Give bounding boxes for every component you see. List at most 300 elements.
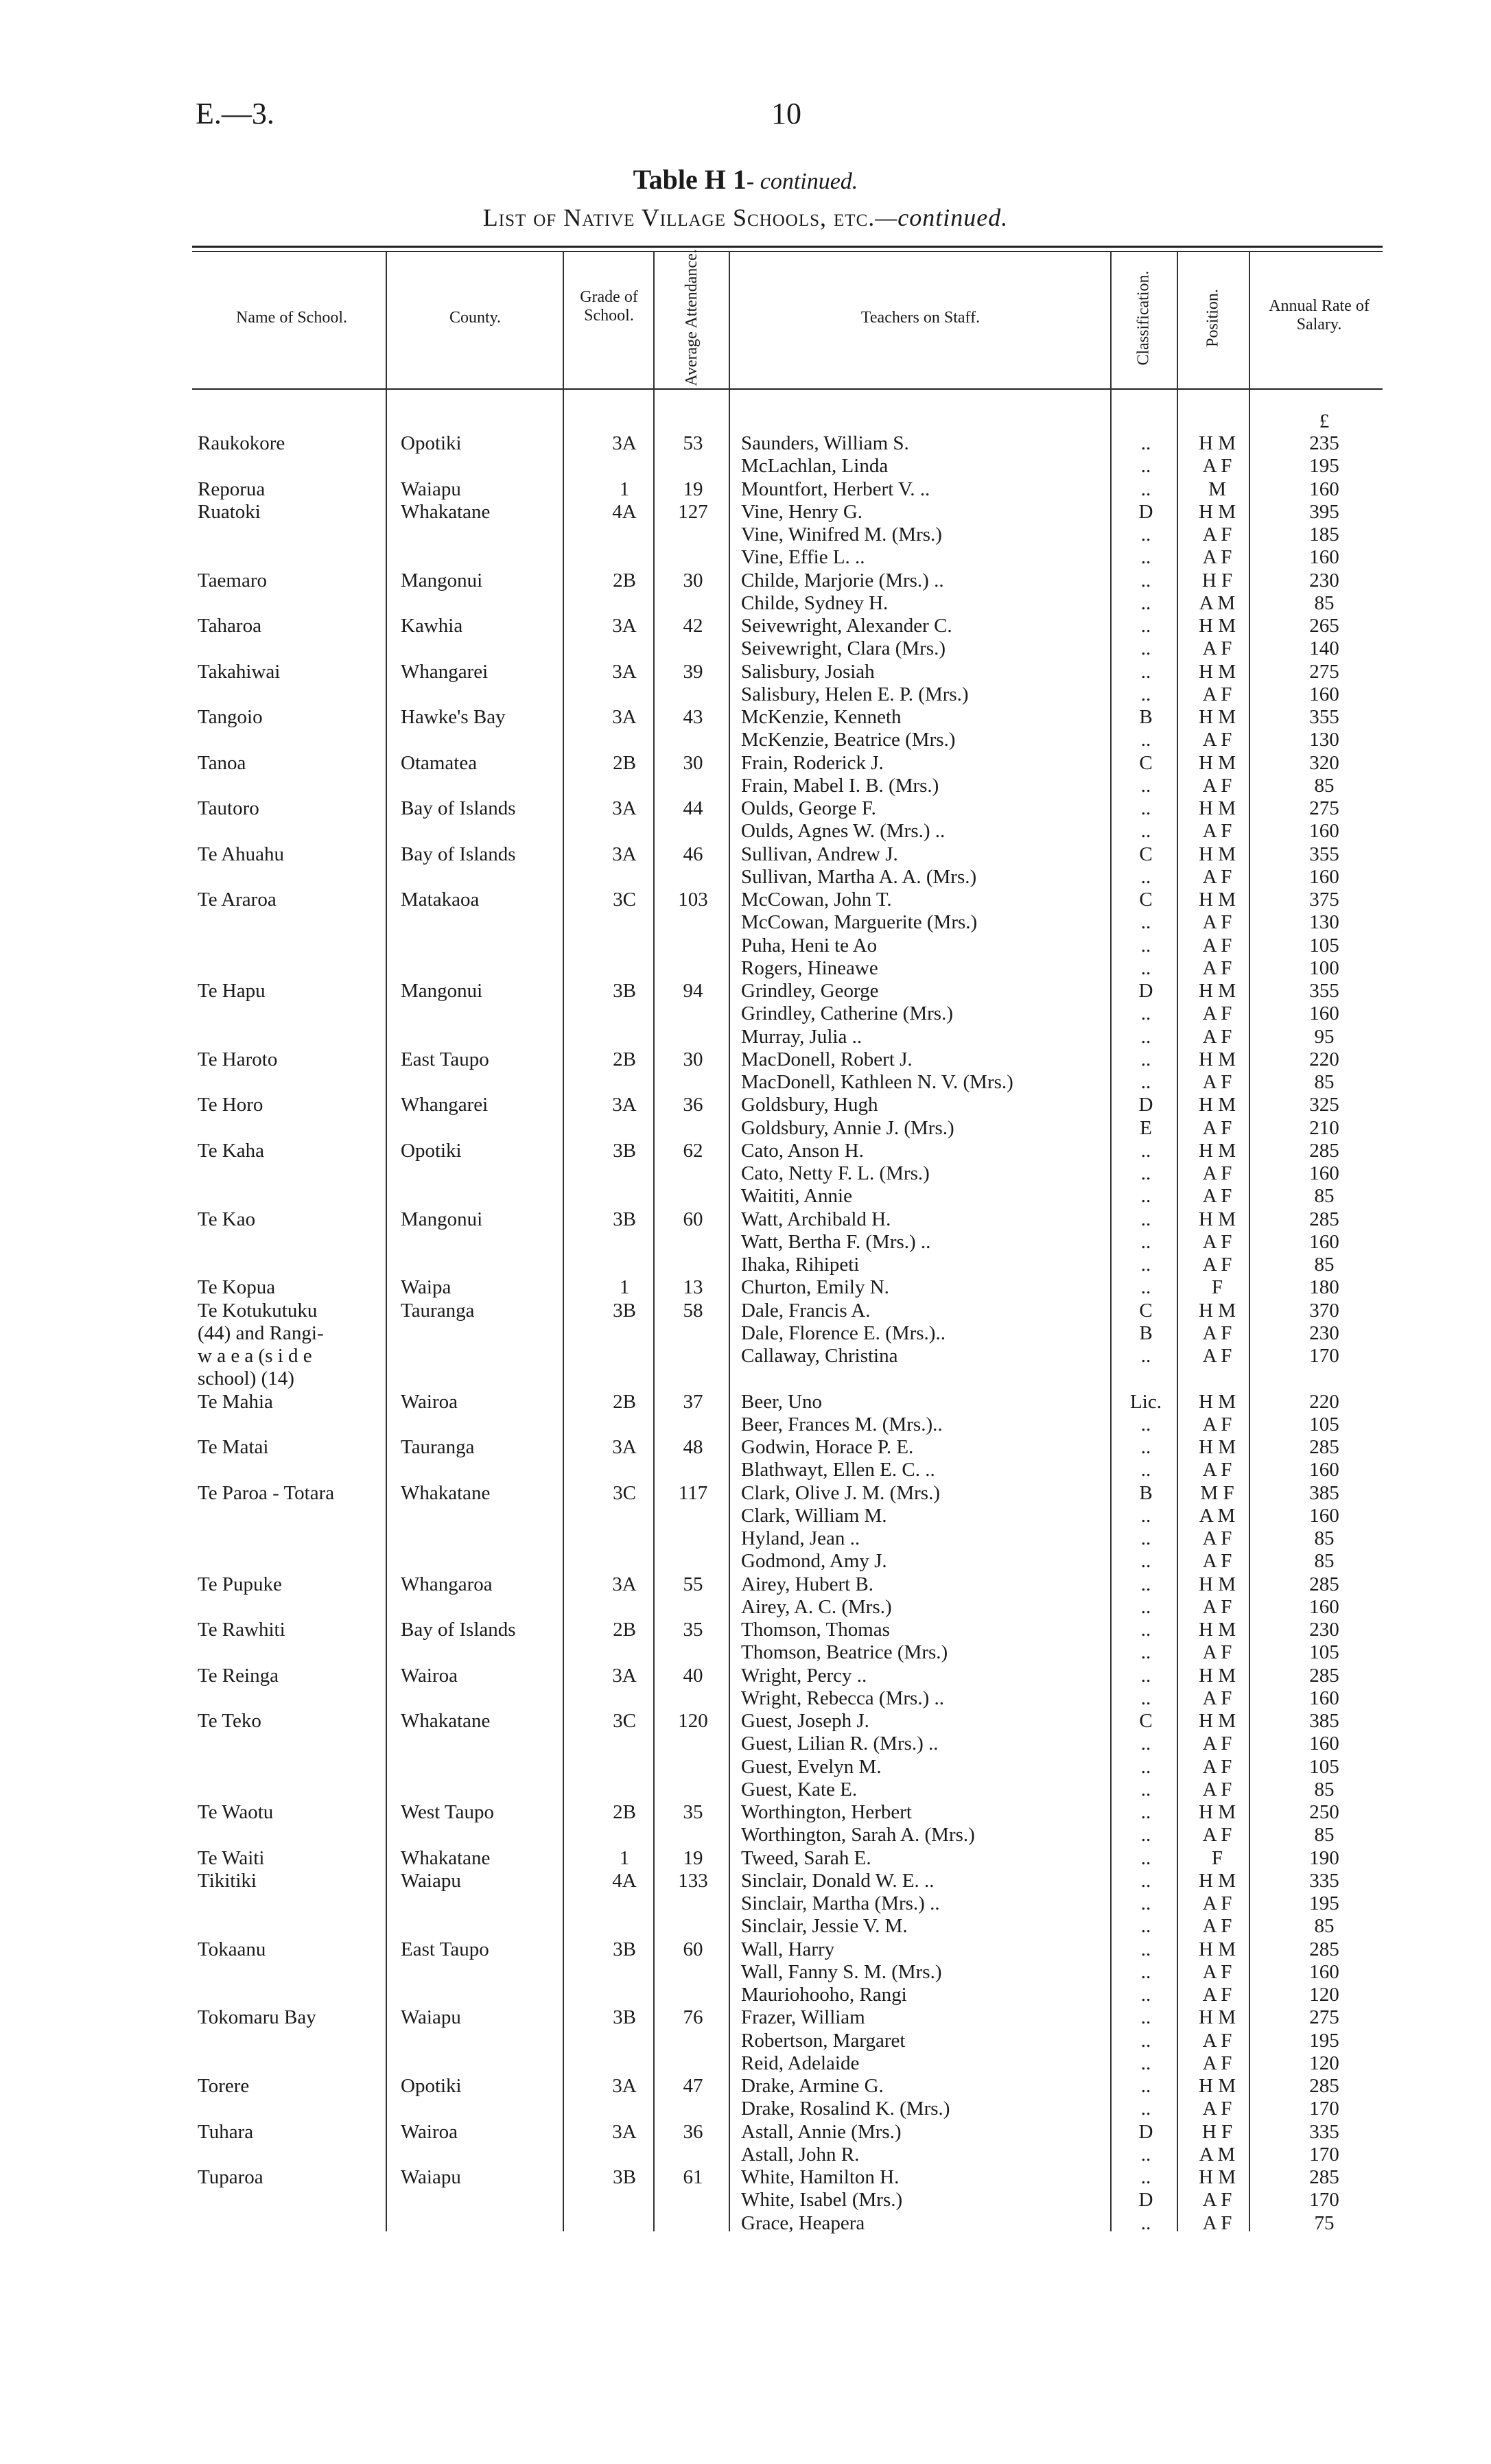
classification: D xyxy=(1138,1094,1153,1116)
teacher-name: Robertson, Margaret xyxy=(741,2029,906,2052)
classification: .. xyxy=(1140,820,1151,843)
position: A F xyxy=(1202,1595,1232,1618)
teacher-name: McCowan, John T. xyxy=(741,889,892,911)
position: A F xyxy=(1202,1345,1232,1367)
average-attendance: 117 xyxy=(678,1481,708,1504)
teacher-name: Guest, Joseph J. xyxy=(741,1710,869,1732)
county: Whangarei xyxy=(401,1094,489,1116)
grade-of-school: 3B xyxy=(613,1208,636,1230)
county: Waiapu xyxy=(401,2006,461,2029)
grade-of-school: 2B xyxy=(613,1048,636,1070)
annual-salary: 160 xyxy=(1309,1162,1339,1184)
position: H M xyxy=(1199,1208,1236,1230)
position: A F xyxy=(1202,1960,1232,1983)
position: H M xyxy=(1199,1436,1236,1458)
annual-salary: 160 xyxy=(1309,1733,1339,1755)
classification: .. xyxy=(1140,1071,1151,1093)
annual-salary: 120 xyxy=(1309,1984,1339,2006)
teacher-name: Goldsbury, Annie J. (Mrs.) xyxy=(741,1116,954,1139)
teacher-name: Callaway, Christina xyxy=(741,1345,898,1367)
annual-salary: 130 xyxy=(1309,729,1339,751)
school-name: Te Haroto xyxy=(198,1048,278,1070)
classification: .. xyxy=(1140,1984,1151,2006)
annual-salary: 190 xyxy=(1309,1846,1339,1869)
position: A F xyxy=(1202,1413,1232,1435)
position: H F xyxy=(1201,2120,1233,2143)
teacher-name: Airey, Hubert B. xyxy=(741,1573,874,1595)
classification: .. xyxy=(1140,729,1151,751)
school-name: Te Rawhiti xyxy=(198,1619,285,1641)
county: Matakaoa xyxy=(401,889,480,911)
teacher-name: Oulds, Agnes W. (Mrs.) .. xyxy=(741,820,946,843)
classification: .. xyxy=(1140,1733,1151,1755)
grade-of-school: 3B xyxy=(613,1139,636,1162)
teacher-name: Wall, Fanny S. M. (Mrs.) xyxy=(741,1960,942,1983)
position: H M xyxy=(1199,615,1236,637)
county: East Taupo xyxy=(401,1048,489,1070)
classification: .. xyxy=(1140,1778,1151,1800)
teacher-name: Dale, Florence E. (Mrs.).. xyxy=(741,1322,946,1344)
average-attendance: 127 xyxy=(678,500,708,523)
position: H M xyxy=(1199,1869,1236,1892)
county: West Taupo xyxy=(401,1801,495,1823)
teacher-name: Vine, Henry G. xyxy=(741,500,863,523)
teacher-name: Blathwayt, Ellen E. C. .. xyxy=(741,1459,935,1481)
classification: .. xyxy=(1140,1276,1151,1299)
annual-salary: 195 xyxy=(1309,2029,1339,2052)
teacher-name: Salisbury, Josiah xyxy=(741,660,875,683)
school-name: Te Kaha xyxy=(198,1139,264,1162)
annual-salary: 185 xyxy=(1309,524,1339,545)
teacher-name: White, Isabel (Mrs.) xyxy=(741,2189,903,2211)
teacher-name: Watt, Archibald H. xyxy=(741,1208,891,1230)
annual-salary: 85 xyxy=(1314,1527,1335,1549)
annual-salary: 180 xyxy=(1309,1276,1339,1299)
annual-salary: 160 xyxy=(1309,1595,1339,1618)
teacher-name: Reid, Adelaide xyxy=(741,2052,860,2074)
annual-salary: 210 xyxy=(1309,1116,1339,1139)
position: A F xyxy=(1202,1641,1232,1664)
county: Whangarei xyxy=(401,660,489,683)
position: H M xyxy=(1199,797,1236,819)
teacher-name: Vine, Winifred M. (Mrs.) xyxy=(741,524,942,545)
header-name-of-school: Name of School. xyxy=(236,309,347,327)
average-attendance: 62 xyxy=(683,1139,703,1162)
position: M xyxy=(1208,478,1226,500)
grade-of-school: 3A xyxy=(612,843,637,865)
county: Hawke's Bay xyxy=(401,706,506,728)
annual-salary: 230 xyxy=(1309,569,1339,591)
annual-salary: 220 xyxy=(1309,1390,1339,1413)
position: A F xyxy=(1202,1322,1232,1344)
school-name: Tuparoa xyxy=(198,2166,263,2188)
annual-salary: 160 xyxy=(1309,1960,1339,1983)
classification: .. xyxy=(1140,1938,1151,1960)
school-name: Tangoio xyxy=(198,706,263,728)
classification: .. xyxy=(1140,934,1151,957)
grade-of-school: 2B xyxy=(613,1619,636,1641)
position: A F xyxy=(1202,1824,1232,1846)
header-position: Position. xyxy=(1204,289,1222,347)
classification: .. xyxy=(1140,1869,1151,1892)
teacher-name: Frain, Mabel I. B. (Mrs.) xyxy=(741,774,939,797)
school-name: school) (14) xyxy=(198,1368,294,1390)
classification: .. xyxy=(1140,1002,1151,1025)
annual-salary: 285 xyxy=(1309,1139,1339,1162)
school-name: Tautoro xyxy=(198,797,259,819)
average-attendance: 13 xyxy=(683,1276,703,1299)
annual-salary: 285 xyxy=(1309,1664,1339,1687)
teacher-name: Wright, Rebecca (Mrs.) .. xyxy=(741,1687,944,1709)
teacher-name: Puha, Heni te Ao xyxy=(741,934,878,957)
position: H M xyxy=(1199,1664,1236,1687)
average-attendance: 30 xyxy=(683,1048,703,1070)
annual-salary: 160 xyxy=(1309,1687,1339,1709)
school-name: Tikitiki xyxy=(198,1869,257,1892)
school-name: Te Kopua xyxy=(198,1276,276,1299)
annual-salary: 230 xyxy=(1309,1619,1339,1641)
average-attendance: 35 xyxy=(683,1619,703,1641)
position: A F xyxy=(1202,524,1232,545)
annual-salary: 170 xyxy=(1309,2143,1339,2166)
teacher-name: Grindley, George xyxy=(741,980,879,1002)
annual-salary: 275 xyxy=(1309,797,1339,819)
county: Whakatane xyxy=(401,1710,491,1732)
annual-salary: 285 xyxy=(1309,1573,1339,1595)
annual-salary: 130 xyxy=(1309,911,1339,934)
school-name: Taemaro xyxy=(198,569,268,591)
position: A F xyxy=(1202,1755,1232,1778)
teacher-name: Grace, Heapera xyxy=(741,2211,865,2234)
school-name: Te Ahuahu xyxy=(198,843,285,865)
grade-of-school: 2B xyxy=(613,1390,636,1413)
annual-salary: 160 xyxy=(1309,683,1339,705)
teacher-name: Ihaka, Rihipeti xyxy=(741,1254,860,1276)
grade-of-school: 3A xyxy=(612,797,637,819)
classification: D xyxy=(1138,2189,1153,2211)
average-attendance: 42 xyxy=(683,615,703,637)
teacher-name: Goldsbury, Hugh xyxy=(741,1094,878,1116)
teacher-name: Sinclair, Martha (Mrs.) .. xyxy=(741,1892,940,1914)
classification: .. xyxy=(1140,1436,1151,1458)
classification: .. xyxy=(1140,2166,1151,2188)
classification: .. xyxy=(1140,1687,1151,1709)
school-name: Ruatoki xyxy=(198,500,261,523)
position: H M xyxy=(1199,1938,1236,1960)
grade-of-school: 3C xyxy=(613,889,636,911)
position: F xyxy=(1211,1276,1223,1299)
school-name: Te Teko xyxy=(198,1710,261,1732)
school-name: Taharoa xyxy=(198,615,261,637)
classification: .. xyxy=(1140,1641,1151,1664)
annual-salary: 195 xyxy=(1309,1892,1339,1914)
classification: .. xyxy=(1140,683,1151,705)
position: F xyxy=(1211,1846,1223,1869)
county: Kawhia xyxy=(401,615,463,637)
position: H M xyxy=(1199,889,1236,911)
position: A F xyxy=(1202,774,1232,797)
teacher-name: Churton, Emily N. xyxy=(741,1276,889,1299)
classification: C xyxy=(1139,751,1153,774)
county: Waiapu xyxy=(401,478,461,500)
county: Mangonui xyxy=(401,1208,483,1230)
header-county: County. xyxy=(449,309,502,327)
teacher-name: Thomson, Beatrice (Mrs.) xyxy=(741,1641,948,1664)
county: Whakatane xyxy=(401,500,491,523)
classification: E xyxy=(1140,1116,1152,1139)
grade-of-school: 3C xyxy=(613,1710,636,1732)
teacher-name: Worthington, Herbert xyxy=(741,1801,912,1823)
teacher-name: Guest, Evelyn M. xyxy=(741,1755,882,1778)
annual-salary: 335 xyxy=(1309,2120,1339,2143)
position: H M xyxy=(1199,706,1236,728)
position: A F xyxy=(1202,1025,1232,1048)
classification: .. xyxy=(1140,1619,1151,1641)
teacher-name: Airey, A. C. (Mrs.) xyxy=(741,1595,892,1618)
average-attendance: 60 xyxy=(683,1208,703,1230)
county: Waiapu xyxy=(401,2166,461,2188)
annual-salary: 85 xyxy=(1314,1254,1335,1276)
average-attendance: 30 xyxy=(683,751,703,774)
annual-salary: 170 xyxy=(1309,2098,1339,2120)
teacher-name: Clark, Olive J. M. (Mrs.) xyxy=(741,1481,940,1504)
classification: D xyxy=(1138,980,1153,1002)
header-left: E.—3. xyxy=(196,97,274,130)
position: H M xyxy=(1199,2166,1236,2188)
annual-salary: 160 xyxy=(1309,1002,1339,1025)
position: A F xyxy=(1202,1687,1232,1709)
annual-salary: 265 xyxy=(1309,615,1339,637)
grade-of-school: 1 xyxy=(619,1276,630,1299)
annual-salary: 95 xyxy=(1314,1025,1335,1048)
header-annual-rate-of-salary: Annual Rate of Salary. xyxy=(1269,297,1370,333)
school-name: Te Araroa xyxy=(198,889,277,911)
classification: .. xyxy=(1140,1801,1151,1823)
classification: .. xyxy=(1140,1915,1151,1938)
grade-of-school: 3A xyxy=(612,1664,637,1687)
teacher-name: Astall, John R. xyxy=(741,2143,860,2166)
annual-salary: 285 xyxy=(1309,1436,1339,1458)
teacher-name: Dale, Francis A. xyxy=(741,1299,871,1322)
classification: C xyxy=(1139,1299,1153,1322)
classification: .. xyxy=(1140,1504,1151,1527)
teacher-name: Frazer, William xyxy=(741,2006,865,2029)
teacher-name: White, Hamilton H. xyxy=(741,2166,900,2188)
school-name: Takahiwai xyxy=(198,660,281,683)
annual-salary: 105 xyxy=(1309,1755,1339,1778)
position: A F xyxy=(1202,1002,1232,1025)
teacher-name: Salisbury, Helen E. P. (Mrs.) xyxy=(741,683,969,705)
position: H M xyxy=(1199,1139,1236,1162)
position: A F xyxy=(1202,2098,1232,2120)
grade-of-school: 3A xyxy=(612,660,637,683)
annual-salary: 85 xyxy=(1314,1550,1335,1573)
position: A F xyxy=(1202,1116,1232,1139)
classification: .. xyxy=(1140,2211,1151,2234)
teacher-name: Oulds, George F. xyxy=(741,797,876,819)
position: H M xyxy=(1199,2075,1236,2097)
school-name: Tanoa xyxy=(198,751,246,774)
annual-salary: 235 xyxy=(1309,432,1339,454)
currency-symbol: £ xyxy=(1319,410,1330,432)
classification: .. xyxy=(1140,660,1151,683)
position: A F xyxy=(1202,1984,1232,2006)
average-attendance: 39 xyxy=(683,660,703,683)
average-attendance: 36 xyxy=(683,2120,703,2143)
position: A F xyxy=(1202,865,1232,888)
classification: .. xyxy=(1140,911,1151,934)
header-classification: Classification. xyxy=(1134,270,1153,366)
annual-salary: 140 xyxy=(1309,637,1339,660)
teacher-name: Beer, Frances M. (Mrs.).. xyxy=(741,1413,943,1435)
classification: .. xyxy=(1140,2029,1151,2052)
teacher-name: Wright, Percy .. xyxy=(741,1664,867,1687)
position: A F xyxy=(1202,911,1232,934)
annual-salary: 285 xyxy=(1309,2166,1339,2188)
annual-salary: 220 xyxy=(1309,1048,1339,1070)
school-name: Te Kotukutuku xyxy=(198,1299,318,1322)
classification: .. xyxy=(1140,2075,1151,2097)
county: Wairoa xyxy=(401,1390,458,1413)
grade-of-school: 3A xyxy=(612,2075,637,2097)
grade-of-school: 3A xyxy=(612,706,637,728)
average-attendance: 103 xyxy=(678,889,708,911)
header-grade: Grade of School. xyxy=(580,288,638,325)
annual-salary: 320 xyxy=(1309,751,1339,774)
average-attendance: 58 xyxy=(683,1299,703,1322)
teacher-name: Mauriohooho, Rangi xyxy=(741,1984,907,2006)
teacher-name: Childe, Marjorie (Mrs.) .. xyxy=(741,569,944,591)
position: H F xyxy=(1201,569,1233,591)
table-subtitle-main: List of Native Village Schools, etc. xyxy=(482,204,876,231)
annual-salary: 85 xyxy=(1314,1071,1335,1093)
teacher-name: Watt, Bertha F. (Mrs.) .. xyxy=(741,1230,931,1253)
classification: .. xyxy=(1140,637,1151,660)
average-attendance: 60 xyxy=(683,1938,703,1960)
annual-salary: 275 xyxy=(1309,660,1339,683)
position: H M xyxy=(1199,980,1236,1002)
annual-salary: 385 xyxy=(1309,1710,1339,1732)
teacher-name: Rogers, Hineawe xyxy=(741,957,878,979)
classification: .. xyxy=(1140,1413,1151,1435)
position: A F xyxy=(1202,1550,1232,1573)
teacher-name: Sinclair, Donald W. E. .. xyxy=(741,1869,935,1892)
annual-salary: 170 xyxy=(1309,2189,1339,2211)
teacher-name: Vine, Effie L. .. xyxy=(741,546,865,569)
teacher-name: Guest, Lilian R. (Mrs.) .. xyxy=(741,1733,939,1755)
teacher-name: Cato, Anson H. xyxy=(741,1139,864,1162)
school-name: Te Waiti xyxy=(198,1846,265,1869)
teacher-name: Drake, Rosalind K. (Mrs.) xyxy=(741,2098,950,2120)
position: A F xyxy=(1202,1892,1232,1914)
position: A F xyxy=(1202,1230,1232,1253)
county: Waiapu xyxy=(401,1869,461,1892)
school-name: Tuhara xyxy=(198,2120,254,2143)
teacher-name: Guest, Kate E. xyxy=(741,1778,858,1800)
average-attendance: 133 xyxy=(678,1869,708,1892)
school-name: Te Mahia xyxy=(198,1390,273,1413)
county: Tauranga xyxy=(401,1436,475,1458)
average-attendance: 61 xyxy=(683,2166,703,2188)
position: A F xyxy=(1202,1778,1232,1800)
average-attendance: 36 xyxy=(683,1094,703,1116)
classification: C xyxy=(1139,1710,1153,1732)
position: A F xyxy=(1202,546,1232,569)
grade-of-school: 3A xyxy=(612,1094,637,1116)
header-teachers-on-staff: Teachers on Staff. xyxy=(860,309,981,327)
county: Whakatane xyxy=(401,1481,491,1504)
classification: .. xyxy=(1140,1254,1151,1276)
teacher-name: Childe, Sydney H. xyxy=(741,591,889,614)
teacher-name: Cato, Netty F. L. (Mrs.) xyxy=(741,1162,930,1184)
county: Waipa xyxy=(401,1276,451,1299)
county: Mangonui xyxy=(401,980,483,1002)
classification: Lic. xyxy=(1130,1390,1162,1413)
position: A F xyxy=(1202,1459,1232,1481)
teacher-name: Mountfort, Herbert V. .. xyxy=(741,478,930,500)
school-name: Te Matai xyxy=(198,1436,269,1458)
classification: B xyxy=(1139,1481,1153,1504)
grade-of-school: 3A xyxy=(612,432,637,454)
teacher-name: Sullivan, Andrew J. xyxy=(741,843,898,865)
county: Wairoa xyxy=(401,2120,458,2143)
average-attendance: 76 xyxy=(683,2006,703,2029)
grade-of-school: 3A xyxy=(612,1436,637,1458)
classification: .. xyxy=(1140,1550,1151,1573)
teacher-name: McLachlan, Linda xyxy=(741,455,889,478)
school-name: Te Kao xyxy=(198,1208,256,1230)
county: Bay of Islands xyxy=(401,797,516,819)
position: A F xyxy=(1202,957,1232,979)
teacher-name: Thomson, Thomas xyxy=(741,1619,890,1641)
classification: .. xyxy=(1140,957,1151,979)
annual-salary: 355 xyxy=(1309,843,1339,865)
classification: .. xyxy=(1140,2052,1151,2074)
classification: .. xyxy=(1140,546,1151,569)
county: Opotiki xyxy=(401,1139,462,1162)
teacher-name: Seivewright, Alexander C. xyxy=(741,615,952,637)
page-number: 10 xyxy=(771,97,801,130)
classification: .. xyxy=(1140,1755,1151,1778)
average-attendance: 55 xyxy=(683,1573,703,1595)
classification: .. xyxy=(1140,2098,1151,2120)
classification: .. xyxy=(1140,1892,1151,1914)
classification: .. xyxy=(1140,797,1151,819)
position: A F xyxy=(1202,2029,1232,2052)
position: A F xyxy=(1202,1915,1232,1938)
classification: .. xyxy=(1140,1162,1151,1184)
teacher-name: McKenzie, Beatrice (Mrs.) xyxy=(741,729,956,751)
classification: .. xyxy=(1140,2006,1151,2029)
grade-of-school: 3A xyxy=(612,2120,637,2143)
teacher-name: Wall, Harry xyxy=(741,1938,835,1960)
average-attendance: 44 xyxy=(683,797,703,819)
position: A M xyxy=(1199,1504,1236,1527)
county: Bay of Islands xyxy=(401,1619,516,1641)
classification: .. xyxy=(1140,865,1151,888)
classification: .. xyxy=(1140,524,1151,545)
school-name: Raukokore xyxy=(198,432,285,454)
annual-salary: 355 xyxy=(1309,980,1339,1002)
annual-salary: 370 xyxy=(1309,1299,1339,1322)
classification: .. xyxy=(1140,1573,1151,1595)
annual-salary: 120 xyxy=(1309,2052,1339,2074)
annual-salary: 160 xyxy=(1309,546,1339,569)
position: H M xyxy=(1199,1094,1236,1116)
position: A F xyxy=(1202,1071,1232,1093)
position: H M xyxy=(1199,500,1236,523)
county: Opotiki xyxy=(401,432,462,454)
